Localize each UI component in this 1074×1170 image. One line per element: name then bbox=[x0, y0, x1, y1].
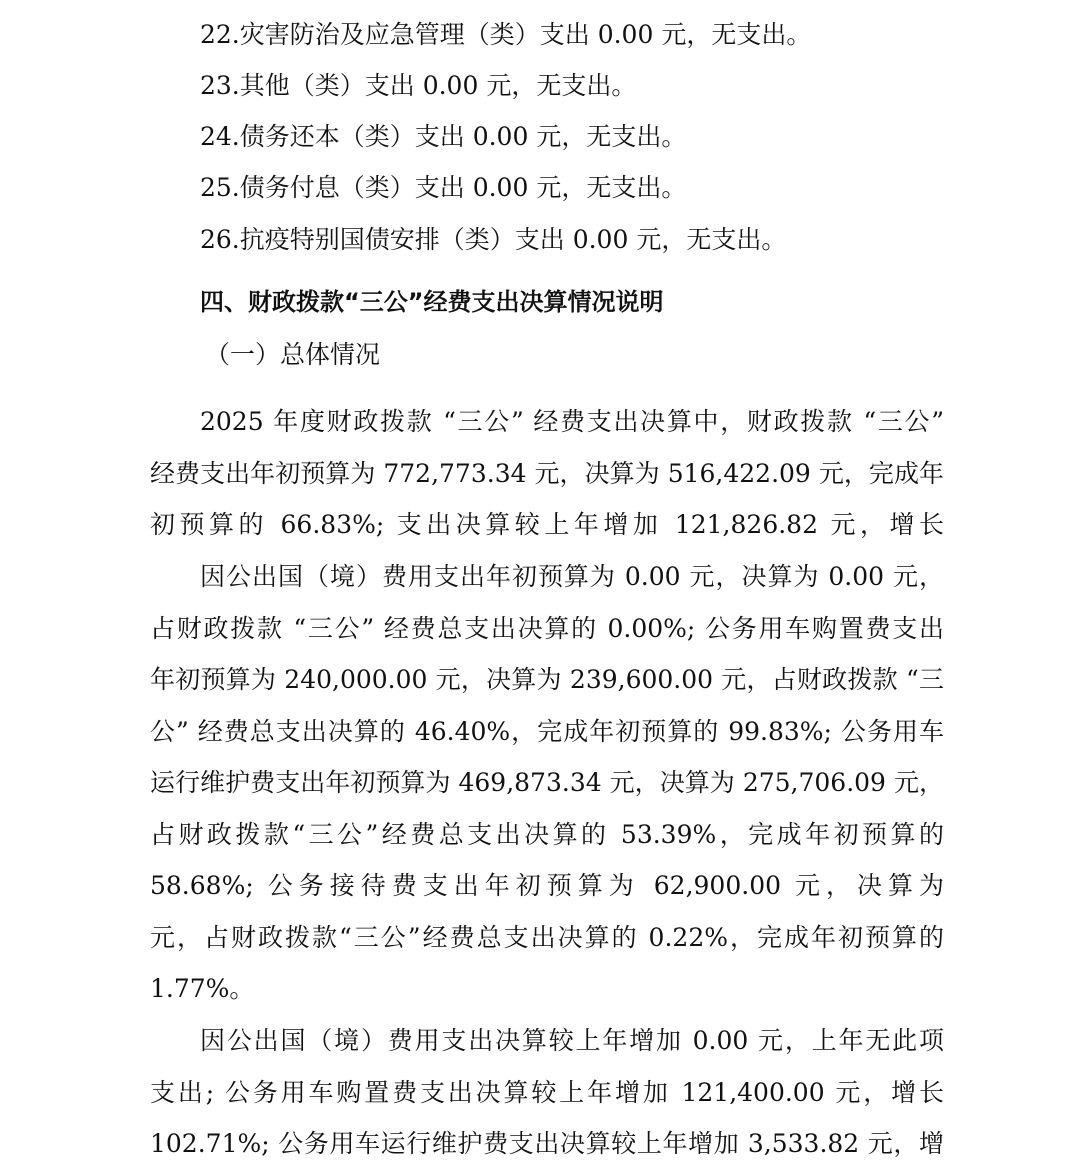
paragraph-line: 公” 经费总支出决算的 46.40%，完成年初预算的 99.83%; 公务用车 bbox=[150, 717, 944, 746]
paragraph-line: 初预算的 66.83%; 支出决算较上年增加 121,826.82 元，增长 bbox=[150, 510, 944, 539]
paragraph-line: 元，占财政拨款“三公”经费总支出决算的 0.22%，完成年初预算的 bbox=[150, 923, 944, 952]
paragraph-line: 2025 年度财政拨款 “三公” 经费支出决算中，财政拨款 “三公” bbox=[200, 407, 944, 436]
list-item: 23.其他（类）支出 0.00 元，无支出。 bbox=[200, 71, 637, 100]
paragraph-line: 因公出国（境）费用支出决算较上年增加 0.00 元，上年无此项 bbox=[200, 1026, 944, 1055]
paragraph-line: 58.68%; 公务接待费支出年初预算为 62,900.00 元，决算为 bbox=[150, 871, 944, 900]
paragraph-line: 年初预算为 240,000.00 元，决算为 239,600.00 元，占财政拨款 “三 bbox=[150, 665, 944, 694]
paragraph-line: 占财政拨款“三公”经费总支出决算的 53.39%，完成年初预算的 bbox=[150, 820, 944, 849]
paragraph-line: 占财政拨款 “三公” 经费总支出决算的 0.00%; 公务用车购置费支出 bbox=[150, 614, 944, 643]
paragraph-line: 支出; 公务用车购置费支出决算较上年增加 121,400.00 元，增长 bbox=[150, 1078, 944, 1107]
list-item: 26.抗疫特别国债安排（类）支出 0.00 元，无支出。 bbox=[200, 225, 787, 254]
list-item: 24.债务还本（类）支出 0.00 元，无支出。 bbox=[200, 122, 687, 151]
paragraph-line: 运行维护费支出年初预算为 469,873.34 元，决算为 275,706.09 元， bbox=[150, 768, 944, 797]
paragraph-line: 经费支出年初预算为 772,773.34 元，决算为 516,422.09 元，完成年 bbox=[150, 459, 944, 488]
paragraph-line: 102.71%; 公务用车运行维护费支出决算较上年增加 3,533.82 元，增 bbox=[150, 1129, 944, 1158]
paragraph-line: 1.77%。 bbox=[150, 974, 255, 1003]
list-item: 22.灾害防治及应急管理（类）支出 0.00 元，无支出。 bbox=[200, 20, 812, 49]
paragraph-line: 因公出国（境）费用支出年初预算为 0.00 元，决算为 0.00 元， bbox=[200, 562, 944, 591]
section-heading: 四、财政拨款“三公”经费支出决算情况说明 bbox=[200, 288, 664, 316]
list-item: 25.债务付息（类）支出 0.00 元，无支出。 bbox=[200, 173, 687, 202]
subsection-heading: （一）总体情况 bbox=[205, 340, 381, 369]
